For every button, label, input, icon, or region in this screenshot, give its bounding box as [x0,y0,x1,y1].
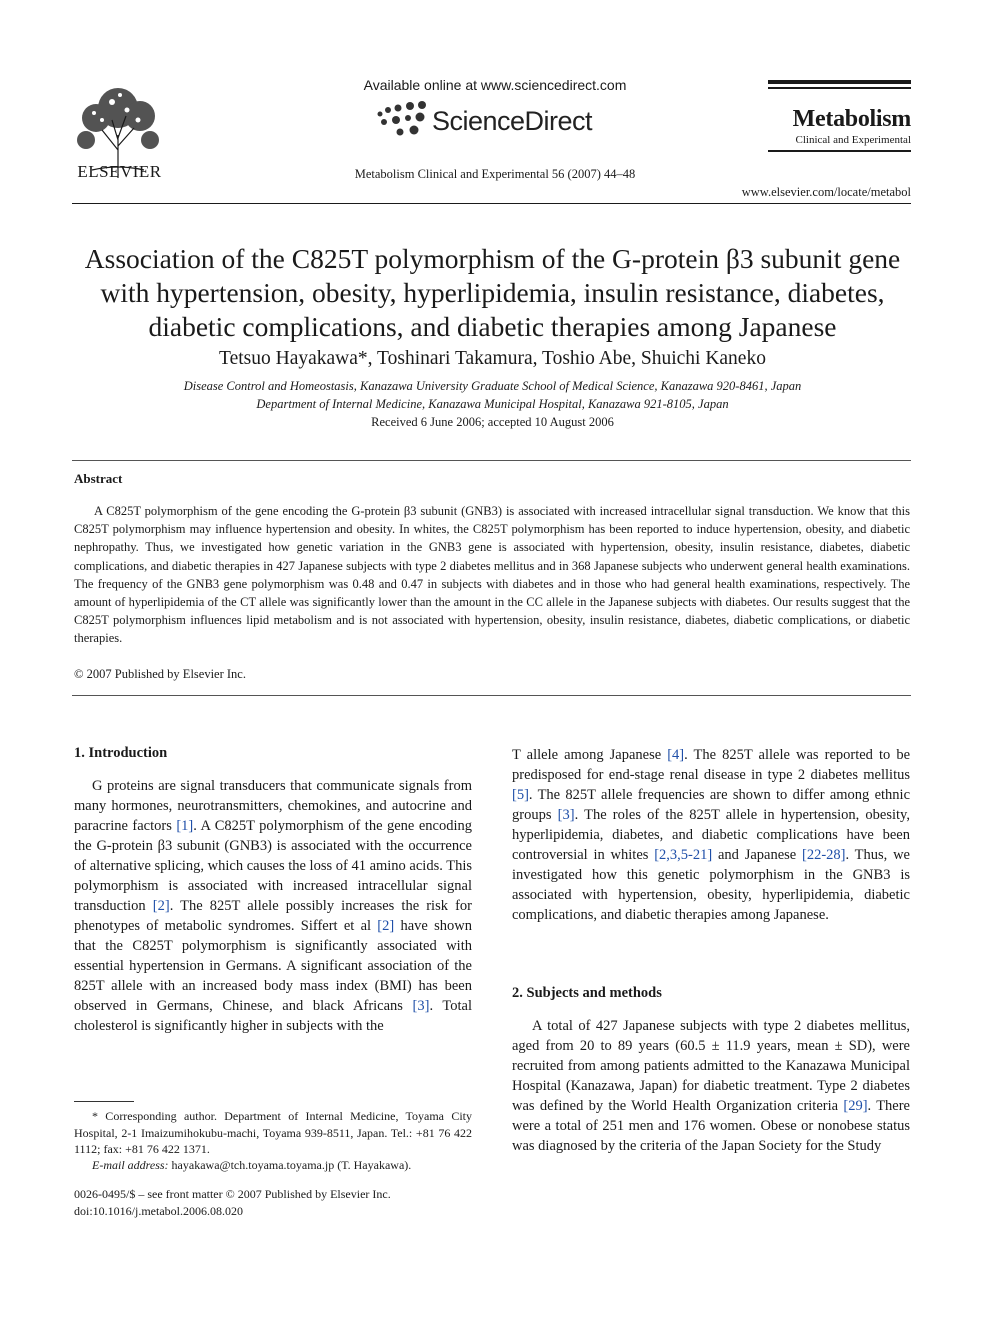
email-footnote [74,1158,472,1173]
body-text: and Japanese [712,847,803,863]
affiliation: Department of Internal Medicine, Kanazawa Municipal Hospital, Kanazawa 921-8105, Japan [256,397,729,411]
citation-link[interactable]: [1] [176,818,194,834]
section-heading-methods: 2. Subjects and methods [512,985,662,1001]
citation-link[interactable]: [2] [152,898,170,914]
journal-subtitle: Clinical and Experimental [795,134,911,146]
methods-paragraph [512,1016,910,1156]
author-list: Tetsuo Hayakawa*, Toshinari Takamura, Toshio Abe, Shuichi Kaneko [219,348,766,369]
body-text: have shown that the C825T polymorphism is significantly associated with essential hypertension in Germans. A significant association of the 825T allele with an increased body mass index (BMI) has been observed in Germans, Chinese, and black Africans [74,918,472,1014]
abstract-heading: Abstract [74,471,123,486]
issn-line: 0026-0495/$ – see front matter © 2007 Published by Elsevier Inc. [74,1187,391,1201]
doi-line[interactable]: doi:10.1016/j.metabol.2006.08.020 [74,1204,243,1218]
abstract-top-rule [72,460,911,461]
header-divider [72,203,911,204]
citation-link[interactable]: [3] [557,807,575,823]
header-rule [768,80,911,84]
citation-link[interactable]: [22-28] [802,847,846,863]
email-address[interactable]: hayakawa@tch.toyama.toyama.jp (T. Hayakawa). [168,1158,412,1172]
abstract-bottom-rule [72,695,911,696]
body-text: . The 825T allele possibly increases the risk for phenotypes of metabolic syndromes. Siffert et al [74,898,472,934]
citation-link[interactable]: [2,3,5-21] [654,847,713,863]
body-text: . Total cholesterol is significantly higher in subjects with the [74,998,472,1034]
body-text: . Thus, we investigated how this genetic polymorphism in the GNB3 is associated with hypertension, obesity, hyperlipidemia, diabetic complications, and diabetic therapies among Japanese. [512,847,910,923]
header-rule [768,87,911,89]
available-online-text[interactable]: Available online at www.sciencedirect.com [363,77,627,93]
journal-name: Metabolism [792,106,911,132]
body-text: T allele among Japanese [512,747,668,763]
citation-link[interactable]: [5] [512,787,529,803]
body-text: . A C825T polymorphism of the gene encoding the G-protein β3 subunit (GNB3) is associated with the occurrence of alternative splicing, which causes the loss of 41 amino acids. This polymorphism is associated with increased intracellular signal transduction [74,818,472,914]
body-text: A total of 427 Japanese subjects with type 2 diabetes mellitus, aged from 20 to 89 years (60.5 ± 11.9 years, mean ± SD), were recruited from among patients admitted to the Kanazawa Municipal Hospital (Kanazawa, Japan) for diabetic treatment. Type 2 diabetes was defined by the World Health Organization criteria [512,1018,910,1114]
body-text: . The 825T allele frequencies are shown to differ among ethnic groups [512,787,910,823]
journal-url[interactable]: www.elsevier.com/locate/metabol [741,185,911,199]
section-heading-introduction: 1. Introduction [74,745,168,761]
abstract-copyright: © 2007 Published by Elsevier Inc. [74,667,246,681]
body-text: . The 825T allele was reported to be predisposed for end-stage renal disease in type 2 diabetes mellitus [512,747,911,783]
email-label: E-mail address: [92,1158,169,1172]
introduction-paragraph [74,776,472,1036]
citation-link[interactable]: [2] [377,918,395,934]
corresponding-author-footnote: * Corresponding author. Department of Internal Medicine, Toyama City Hospital, 2-1 Imaizumihokubu-machi, Toyama 939-8511, Japan. Tel.: +81 76 422 1112; fax: +81 76 422 1371. [74,1109,472,1156]
citation-link[interactable]: [29] [843,1098,868,1114]
sciencedirect-dots-icon [374,100,434,140]
journal-citation: Metabolism Clinical and Experimental 56 (2007) 44–48 [354,167,636,181]
body-text: G proteins are signal transducers that communicate signals from many hormones, neurotransmitters, chemokines, and autocrine and paracrine factors [74,778,472,834]
publisher-name: ELSEVIER [77,162,162,181]
citation-link[interactable]: [3] [412,998,430,1014]
received-dates: Received 6 June 2006; accepted 10 August 2006 [371,415,614,429]
article-title: Association of the C825T polymorphism of the G-protein β3 subunit gene with hypertension, obesity, hyperlipidemia, insulin resistance, diabetes, diabetic complications, and diabetic therapies among Japanese [84,243,901,342]
citation-link[interactable]: [4] [667,747,685,763]
introduction-paragraph-continued [512,745,910,925]
body-text: . There were a total of 251 men and 176 women. Obese or nonobese status was diagnosed by the criteria of the Japan Society for the Study [512,1098,910,1154]
affiliation: Disease Control and Homeostasis, Kanazawa University Graduate School of Medical Science, Kanazawa 920-8461, Japan [183,379,802,393]
body-text: . The roles of the 825T allele in hypertension, obesity, hyperlipidemia, diabetes, and diabetic complications have been controversial in whites [512,807,910,863]
footnote-rule [74,1101,134,1102]
sciencedirect-logo-text: ScienceDirect [432,106,593,136]
abstract-text: A C825T polymorphism of the gene encoding the G-protein β3 subunit (GNB3) is associated with increased intracellular signal transduction. We know that this C825T polymorphism may influence hypertension and obesity. In whites, the C825T polymorphism has been reported to induce hypertension, obesity, and diabetic nephropathy. Thus, we investigated how genetic variation in the GNB3 gene is associated with hypertension, obesity, insulin resistance, diabetes, diabetic complications, and diabetic therapies in 427 Japanese subjects with type 2 diabetes mellitus and in 368 Japanese subjects who underwent general health examinations. The frequency of the GNB3 gene polymorphism was 0.48 and 0.47 in subjects with diabetes and in those who had general health examinations, respectively. The amount of hyperlipidemia of the CT allele was significantly lower than the amount in the CC allele in the Japanese subjects with diabetes. Our results suggest that the C825T polymorphism influences lipid metabolism and is not associated with hypertension, obesity, insulin resistance, diabetes, diabetic complications, or diabetic therapies. [74,504,910,646]
header-rule [768,150,911,152]
